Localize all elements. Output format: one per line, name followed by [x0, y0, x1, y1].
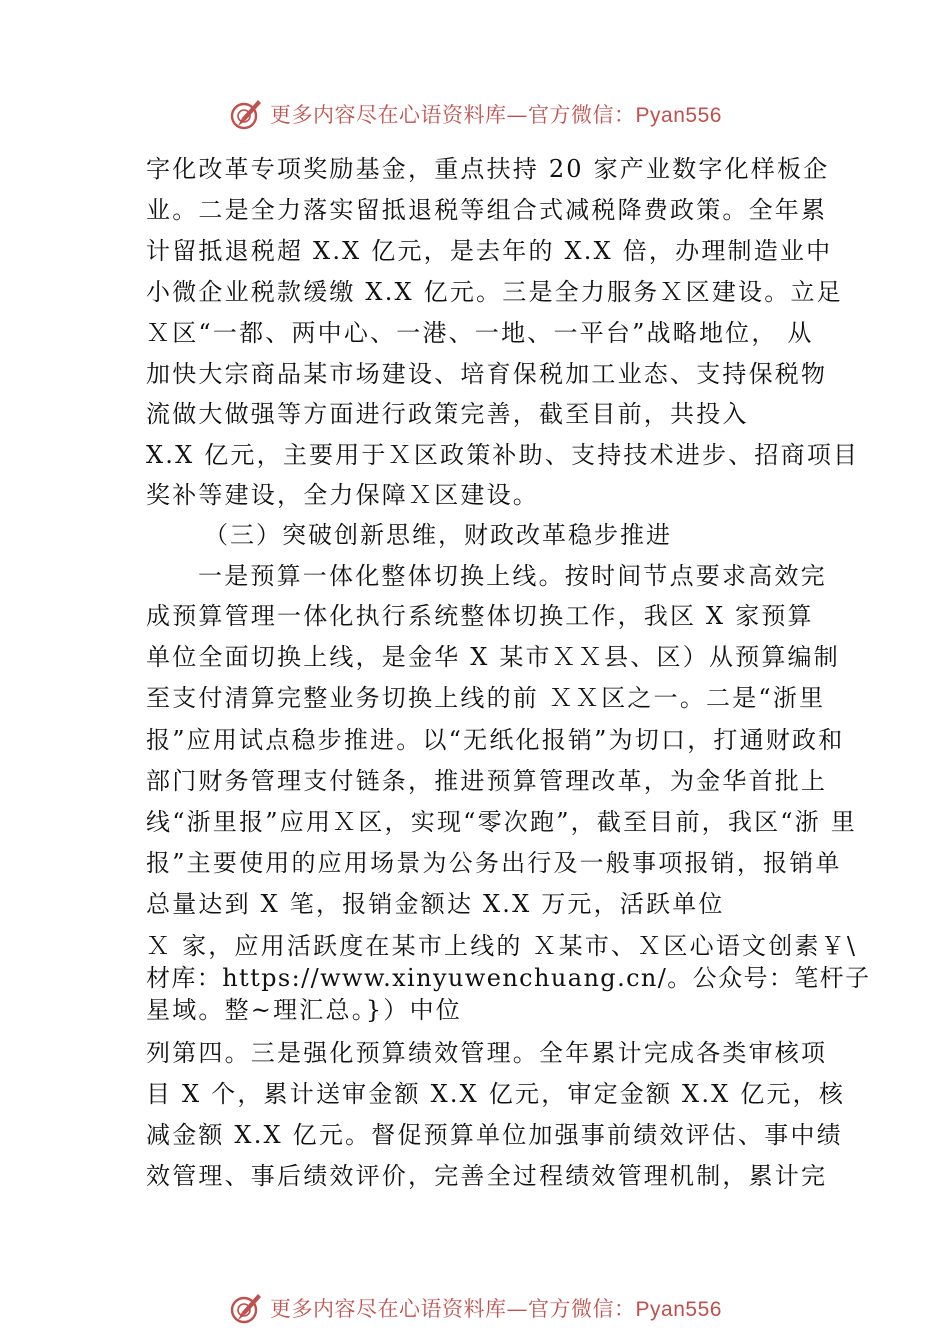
- text-line: 字化改革专项奖励基金，重点扶持 20 家产业数字化样板企: [146, 155, 830, 183]
- text-line: 目 X 个，累计送审金额 X.X 亿元，审定金额 X.X 亿元，核: [146, 1080, 846, 1108]
- section-heading: （三）突破创新思维，财政改革稳步推进: [204, 521, 672, 549]
- text-line: 至支付清算完整业务切换上线的前 ＸＸ区之一。二是“浙里: [146, 684, 826, 712]
- header-watermark: [0, 96, 950, 132]
- text-line: 效管理、事后绩效评价，完善全过程绩效管理机制，累计完: [146, 1162, 828, 1190]
- footer-watermark: [0, 1290, 950, 1326]
- text-line: 总量达到 X 笔，报销金额达 X.X 万元，活跃单位: [146, 890, 725, 918]
- watermark-id: Pyan556: [635, 104, 722, 127]
- text-line: 减金额 X.X 亿元。督促预算单位加强事前绩效评估、事中绩: [146, 1121, 843, 1149]
- quill-logo-icon: [228, 96, 264, 132]
- text-line: 业。二是全力落实留抵退税等组合式减税降费政策。全年累: [146, 196, 828, 224]
- text-line: 小微企业税款缓缴 X.X 亿元。三是全力服务Ｘ区建设。立足: [146, 278, 843, 306]
- text-line: 流做大做强等方面进行政策完善，截至目前，共投入: [146, 400, 749, 428]
- text-line: X.X 亿元，主要用于Ｘ区政策补助、支持技术进步、招商项目: [146, 441, 860, 469]
- watermark-text: 更多内容尽在心语资料库—官方微信：Pyan556: [270, 1297, 722, 1321]
- text-line: 成预算管理一体化执行系统整体切换工作，我区 X 家预算: [146, 602, 814, 630]
- text-line: 部门财务管理支付链条，推进预算管理改革，为金华首批上: [146, 767, 828, 795]
- text-line: 线“浙里报”应用Ｘ区，实现“零次跑”，截至目前，我区“浙 里: [146, 808, 857, 836]
- text-line: 加快大宗商品某市场建设、培育保税加工业态、支持保税物: [146, 360, 828, 388]
- text-line: Ｘ区“一都、两中心、一港、一地、一平台”战略地位， 从: [146, 319, 814, 347]
- quill-logo-icon: [228, 1290, 264, 1326]
- text-line: 星域。整~理汇总。}）中位: [146, 996, 462, 1024]
- watermark-id: Pyan556: [635, 1298, 722, 1321]
- text-line: 计留抵退税超 X.X 亿元，是去年的 X.X 倍，办理制造业中: [146, 237, 833, 265]
- text-line: 列第四。三是强化预算绩效管理。全年累计完成各类审核项: [146, 1039, 828, 1067]
- text-line: 报”主要使用的应用场景为公务出行及一般事项报销，报销单: [146, 849, 842, 877]
- watermark-text: 更多内容尽在心语资料库—官方微信：Pyan556: [270, 103, 722, 127]
- text-line: 一是预算一体化整体切换上线。按时间节点要求高效完: [198, 562, 827, 590]
- text-line: 材库：https://www.xinyuwenchuang.cn/。公众号：笔杆子: [146, 964, 871, 992]
- text-line: 单位全面切换上线，是金华 X 某市ＸＸ县、区）从预算编制: [146, 643, 840, 671]
- text-line: Ｘ 家，应用活跃度在某市上线的 Ｘ某市、Ｘ区心语文创素￥\: [146, 932, 858, 960]
- text-line: 奖补等建设，全力保障Ｘ区建设。: [146, 481, 539, 509]
- text-line: 报”应用试点稳步推进。以“无纸化报销”为切口，打通财政和: [146, 726, 845, 754]
